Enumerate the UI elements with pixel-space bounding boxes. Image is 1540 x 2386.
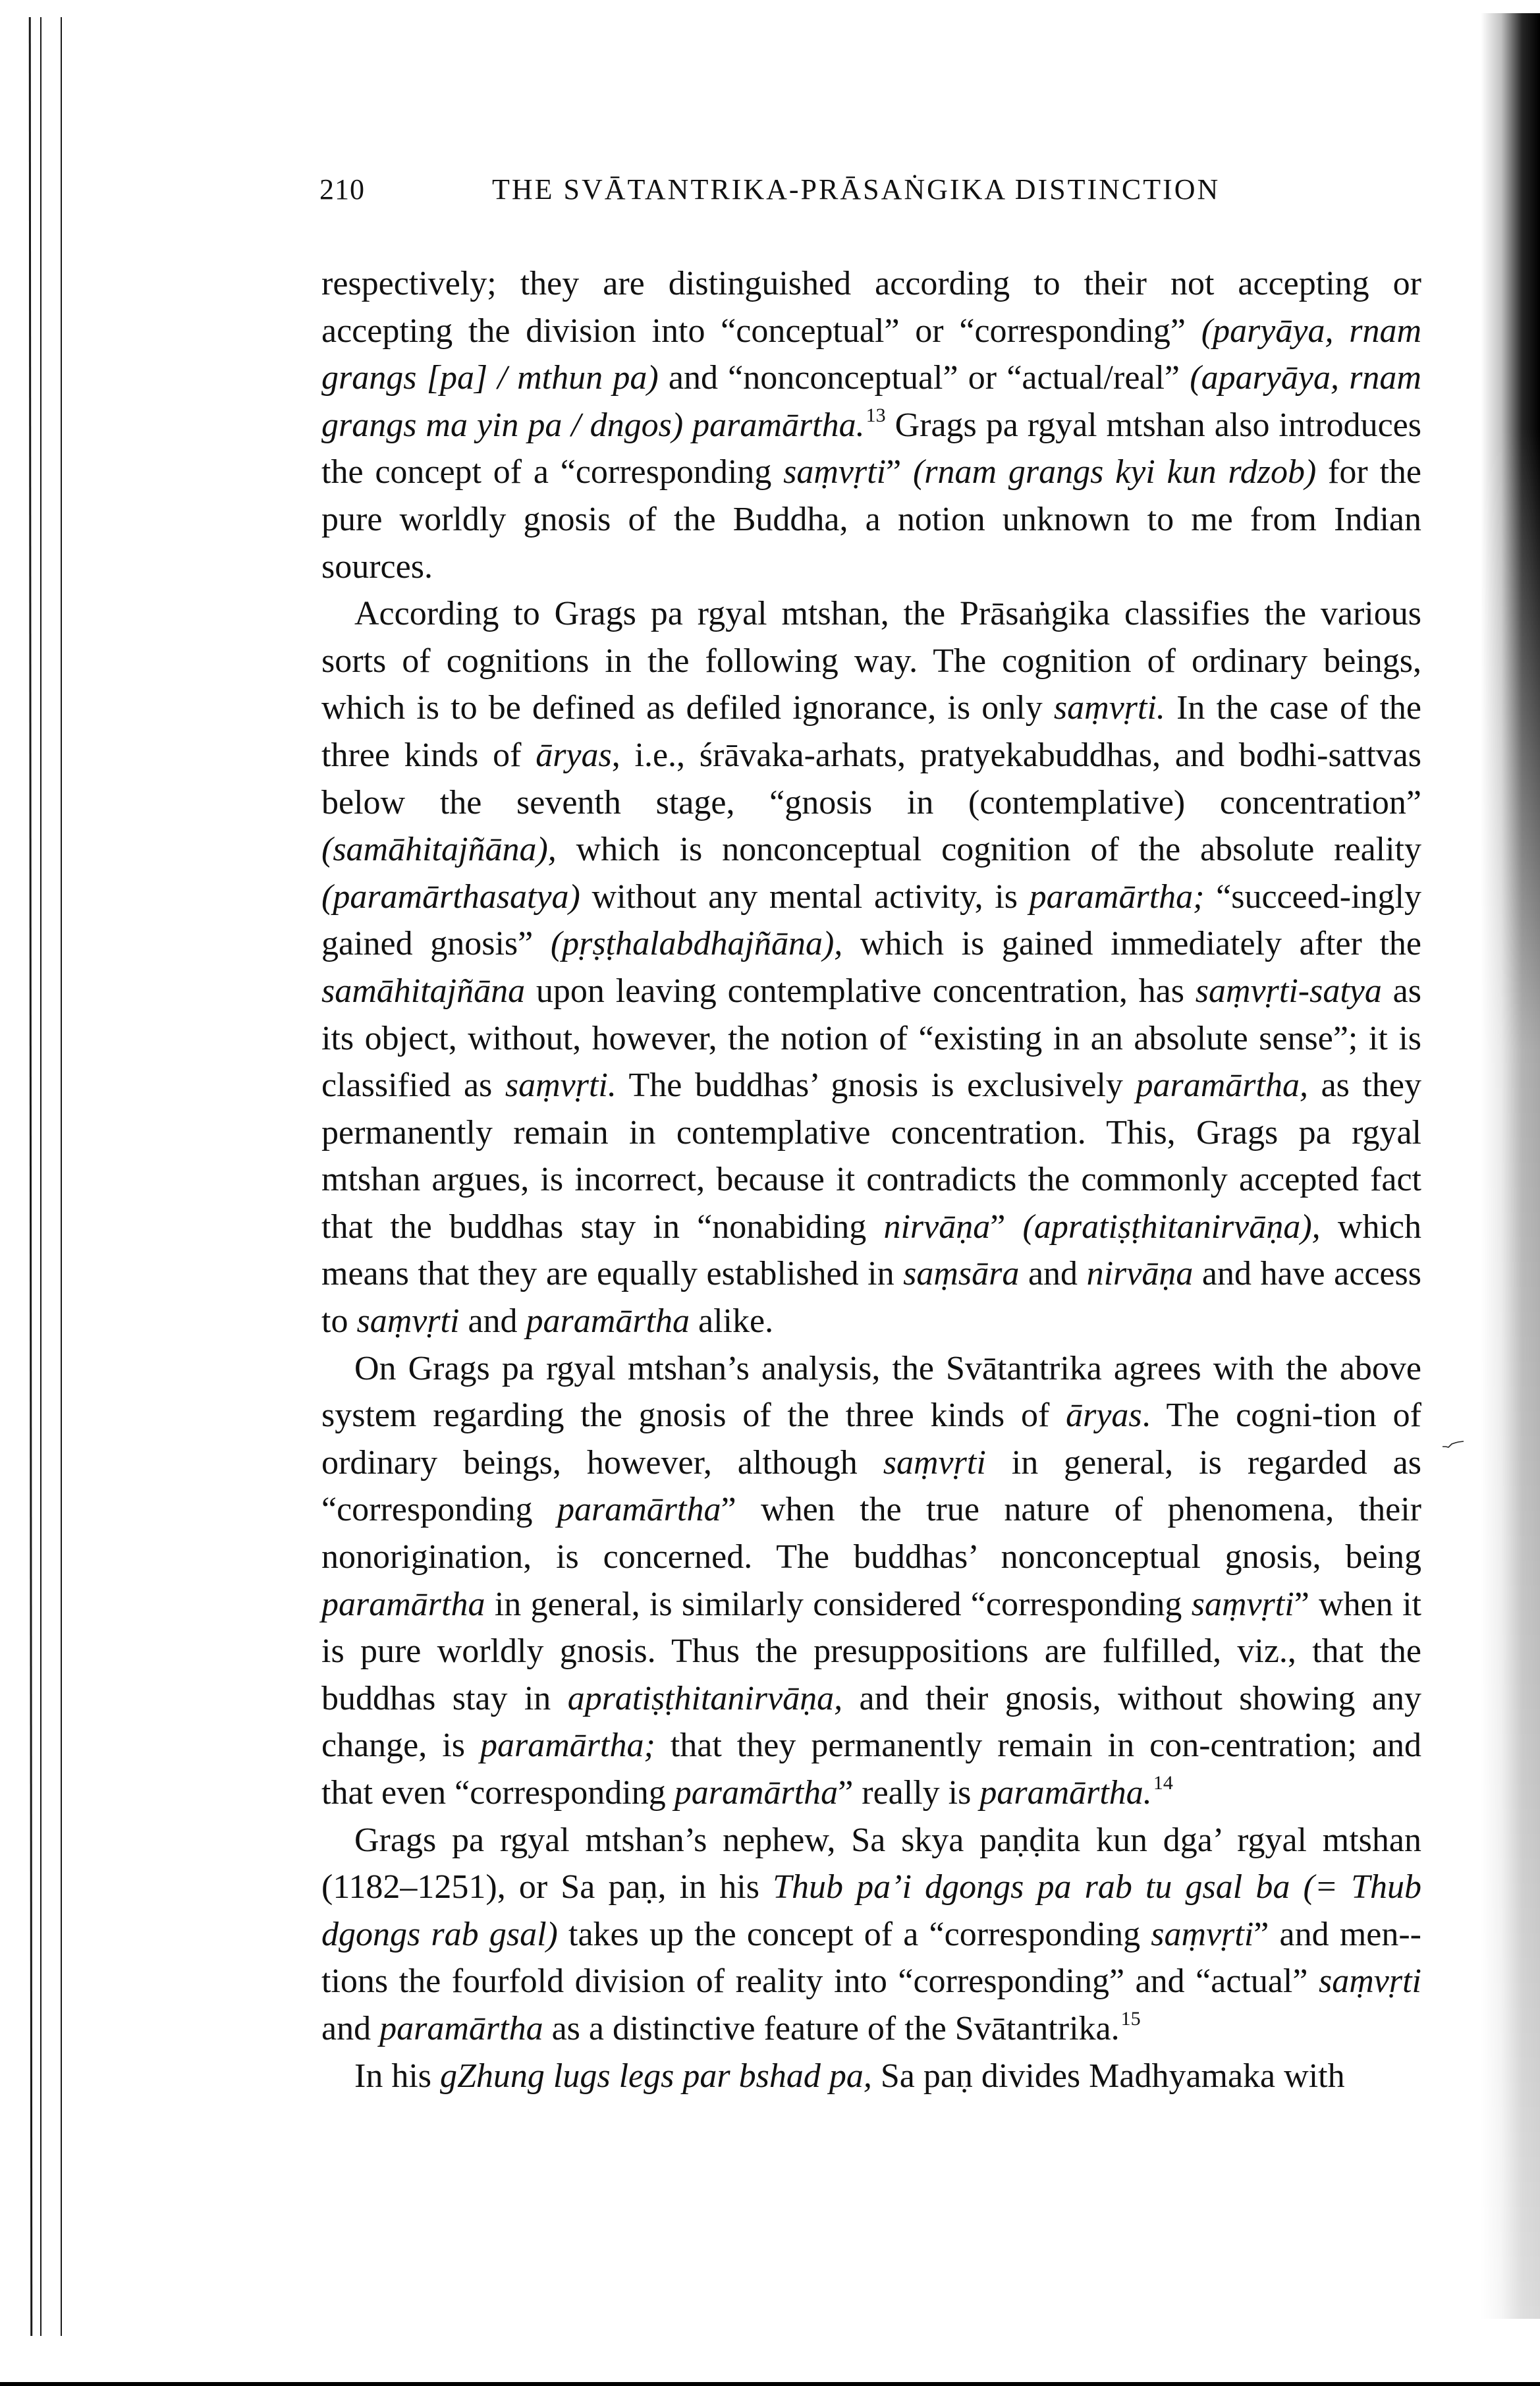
paragraph — [321, 1345, 1421, 1817]
text-run: ” — [886, 453, 913, 491]
text-run: In the case of the three kinds of — [321, 689, 1421, 774]
footnote-reference[interactable]: 14 — [1153, 1772, 1173, 1794]
text-run: . The cogni-tion of ordinary beings, however, although — [321, 1397, 1421, 1482]
text-run: On Grags pa rgyal mtshan’s analysis, the Svātantrika agrees with the above system regarding the gnosis of the three kinds of — [321, 1349, 1421, 1435]
text-run: and have access to — [321, 1255, 1421, 1341]
italic-term: saṃvṛti. — [505, 1067, 617, 1105]
italic-term: paramārtha — [321, 1585, 485, 1623]
text-run: in general, is similarly considered “corresponding — [485, 1585, 1192, 1623]
text-run: Sa paṇ divides Madhyamaka with — [871, 2057, 1345, 2095]
text-run: and “nonconceptual” or “actual/real” — [658, 359, 1190, 397]
italic-term: (paramārthasatya) — [321, 877, 580, 916]
text-run: Grags pa rgyal mtshan also introduces the concept of a “corresponding — [321, 406, 1421, 491]
text-run: which is nonconceptual cognition of the absolute reality — [556, 831, 1421, 869]
italic-term: saṃvṛti — [1151, 1915, 1254, 1953]
italic-term: paramārtha — [557, 1491, 721, 1529]
text-run: ” really is — [838, 1774, 980, 1812]
text-run: and — [1019, 1255, 1087, 1293]
text-run: upon leaving contemplative concentration, has — [525, 972, 1196, 1010]
text-run: “succeed-ingly gained gnosis” — [321, 877, 1421, 963]
italic-term: paramārtha. — [979, 1774, 1152, 1812]
text-run: alike. — [690, 1302, 774, 1341]
italic-term: (samāhitajñāna), — [321, 831, 557, 869]
italic-term: gZhung lugs legs par bshad pa, — [440, 2057, 872, 2095]
text-run: and — [459, 1302, 526, 1341]
text-run: for the pure worldly gnosis of the Buddha, a notion unknown to me from Indian sources. — [321, 453, 1421, 586]
italic-term: (pṛṣṭhalabdhajñāna), — [550, 925, 843, 963]
text-run: The buddhas’ gnosis is exclusively — [616, 1067, 1136, 1105]
text-run: without any mental activity, is — [580, 877, 1030, 916]
italic-term: paramārtha; — [1029, 877, 1205, 916]
text-run: as they permanently remain in contemplative concentration. This, Grags pa rgyal mtshan argues, is incorrect, because it contradicts the commonly accepted fact that the buddhas stay in “nonabiding — [321, 1067, 1422, 1246]
pencil-mark-annotation — [1443, 1440, 1465, 1449]
paragraph — [321, 260, 1421, 590]
italic-term: (aparyāya, rnam grangs ma yin pa / dngos) paramārtha. — [321, 359, 1421, 444]
text-run: ” when it is pure worldly gnosis. Thus the presuppositions are fulfilled, viz., that the buddhas stay in — [321, 1585, 1421, 1717]
text-run: as its object, without, however, the notion of “existing in an absolute sense”; it is classified as — [321, 972, 1421, 1105]
scan-bottom-border — [0, 2382, 1540, 2386]
page-number: 210 — [319, 173, 365, 206]
italic-term: saṃvṛti — [1191, 1585, 1294, 1623]
text-run: , i.e., śrāvaka-arhats, pratyekabuddhas, and bodhi-sattvas below the seventh stage, “gnosis in (contemplative) concentration” — [321, 736, 1421, 821]
text-run: takes up the concept of a “corresponding — [557, 1915, 1151, 1953]
text-run: and their gnosis, without showing any change, is — [321, 1679, 1421, 1765]
italic-term: āryas — [1066, 1397, 1142, 1435]
binding-edge-line — [29, 17, 32, 2336]
text-run: which is gained immediately after the — [842, 925, 1421, 963]
text-run: ” and men-tions the fourfold division of reality into “corresponding” and “actual” — [321, 1915, 1421, 2001]
binding-edge-line — [61, 17, 62, 2336]
italic-term: āryas — [536, 736, 612, 774]
paragraph — [321, 2053, 1421, 2100]
paragraph — [321, 1817, 1421, 2053]
text-run: in general, is regarded as “corresponding — [321, 1443, 1421, 1529]
text-run: ” — [990, 1207, 1023, 1246]
text-run: as a distinctive feature of the Svātantrika. — [543, 2009, 1120, 2047]
italic-term: nirvāṇa — [1086, 1255, 1194, 1293]
italic-term: nirvāṇa — [883, 1207, 991, 1246]
italic-term: (apratiṣṭhitanirvāṇa), — [1022, 1207, 1321, 1246]
italic-term: paramārtha — [379, 2009, 543, 2047]
running-title: THE SVĀTANTRIKA-PRĀSAṄGIKA DISTINCTION — [492, 173, 1221, 206]
running-head — [319, 173, 1288, 212]
text-run: Grags pa rgyal mtshan’s nephew, Sa skya paṇḍita kun dga’ rgyal mtshan (1182–1251), or Sa paṇ, in his — [321, 1821, 1421, 1906]
italic-term: Thub pa’i dgongs pa rab tu gsal ba (= Thub dgongs rab gsal) — [321, 1868, 1421, 1953]
body-text — [321, 260, 1421, 2099]
italic-term: saṃvṛti — [356, 1302, 460, 1341]
scanner-edge-shadow — [1481, 13, 1540, 2319]
italic-term: paramārtha — [526, 1302, 690, 1341]
italic-term: samāhitajñāna — [321, 972, 526, 1010]
italic-term: saṃsāra — [903, 1255, 1020, 1293]
text-run: ” when the true nature of phenomena, their nonorigination, is concerned. The buddhas’ nonconceptual gnosis, being — [321, 1491, 1421, 1576]
text-run: and — [321, 2009, 380, 2047]
italic-term: saṃvṛti — [1319, 1962, 1421, 2001]
text-run: that they permanently remain in con-centration; and that even “corresponding — [321, 1727, 1421, 1812]
italic-term: saṃvṛti. — [1053, 689, 1165, 727]
text-run: which means that they are equally established in — [321, 1207, 1421, 1293]
text-run: respectively; they are distinguished according to their not accepting or accepting the division into “conceptual” or “corresponding” — [321, 265, 1421, 350]
italic-term: saṃvṛti — [883, 1443, 986, 1482]
italic-term: saṃvṛti-satya — [1195, 972, 1382, 1010]
footnote-reference[interactable]: 13 — [866, 404, 886, 426]
italic-term: (rnam grangs kyi kun rdzob) — [912, 453, 1317, 491]
text-run: According to Grags pa rgyal mtshan, the Prāsaṅgika classifies the various sorts of cognitions in the following way. The cognition of ordinary beings, which is to be defined as defiled ignorance, is only — [321, 595, 1421, 727]
italic-term: paramārtha; — [480, 1727, 655, 1765]
italic-term: paramārtha — [674, 1774, 839, 1812]
italic-term: paramārtha, — [1136, 1067, 1308, 1105]
footnote-reference[interactable]: 15 — [1120, 2007, 1141, 2030]
paragraph — [321, 590, 1421, 1345]
binding-edge-line — [40, 17, 41, 2336]
text-run: In his — [354, 2057, 440, 2095]
italic-term: apratiṣṭhitanirvāṇa, — [567, 1679, 843, 1717]
italic-term: saṃvṛti — [783, 453, 887, 491]
italic-term: (paryāya, rnam grangs [pa] / mthun pa) — [321, 312, 1421, 397]
